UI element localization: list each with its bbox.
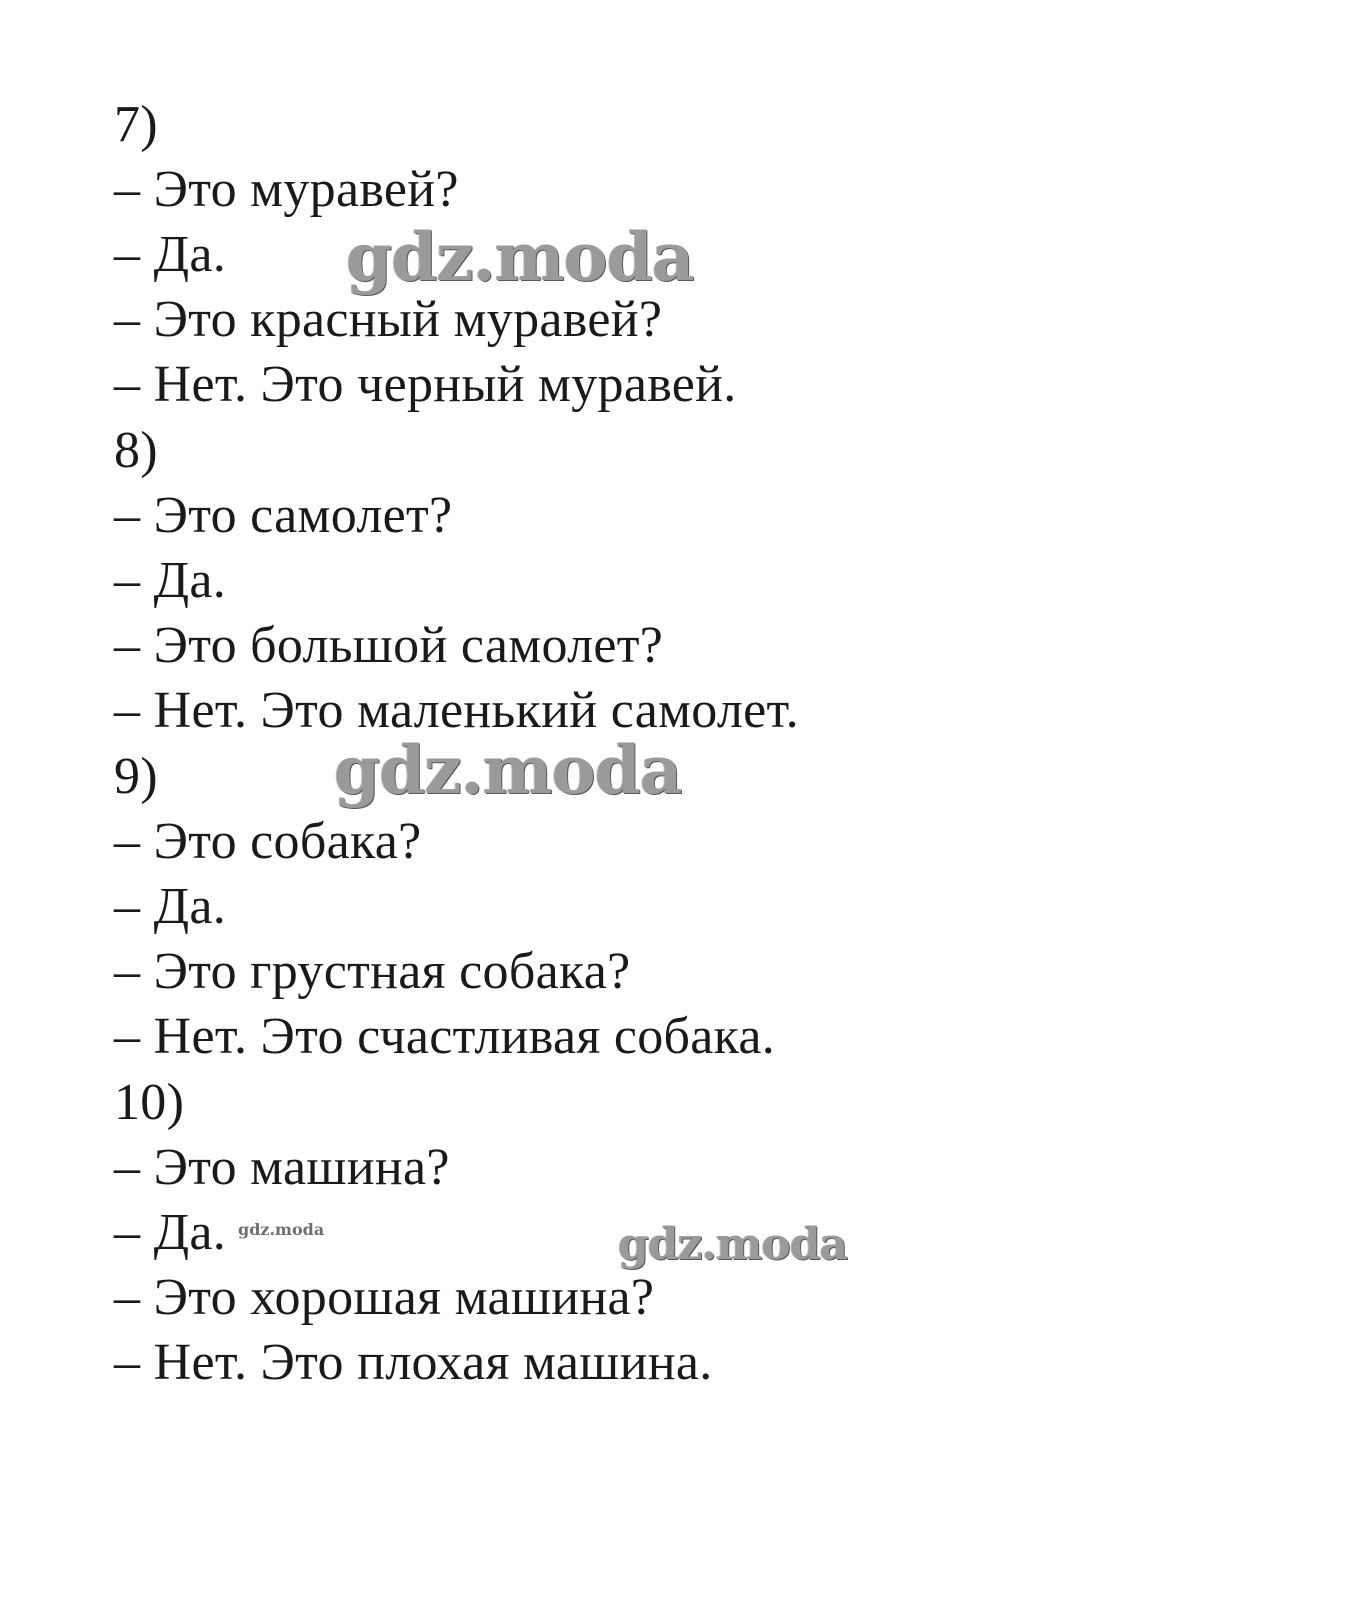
- watermark: gdz.moda: [346, 218, 694, 296]
- dialogue-line: – Нет. Это счастливая собака.: [114, 1008, 776, 1065]
- exercise-number: 10): [114, 1074, 185, 1131]
- watermark: gdz.moda: [334, 731, 682, 809]
- dialogue-line: – Да.: [114, 552, 227, 609]
- dialogue-line: – Это грустная собака?: [114, 943, 631, 1000]
- dialogue-line: – Да.: [114, 1204, 227, 1261]
- dialogue-line: – Это собака?: [114, 813, 422, 870]
- dialogue-line: – Это самолет?: [114, 487, 453, 544]
- dialogue-line: – Да.: [114, 226, 227, 283]
- exercise-number: 7): [114, 96, 158, 153]
- exercise-number: 8): [114, 422, 158, 479]
- watermark: gdz.moda: [618, 1219, 848, 1270]
- dialogue-line: – Нет. Это маленький самолет.: [114, 682, 799, 739]
- dialogue-line: – Нет. Это черный муравей.: [114, 356, 737, 413]
- dialogue-line: – Это хорошая машина?: [114, 1269, 655, 1326]
- dialogue-line: – Да.: [114, 878, 227, 935]
- exercise-number: 9): [114, 748, 158, 805]
- watermark: gdz.moda: [238, 1220, 325, 1239]
- dialogue-line: – Это муравей?: [114, 161, 459, 218]
- dialogue-line: – Это машина?: [114, 1139, 450, 1196]
- dialogue-line: – Нет. Это плохая машина.: [114, 1334, 713, 1391]
- dialogue-line: – Это большой самолет?: [114, 617, 664, 674]
- dialogue-line: – Это красный муравей?: [114, 291, 663, 348]
